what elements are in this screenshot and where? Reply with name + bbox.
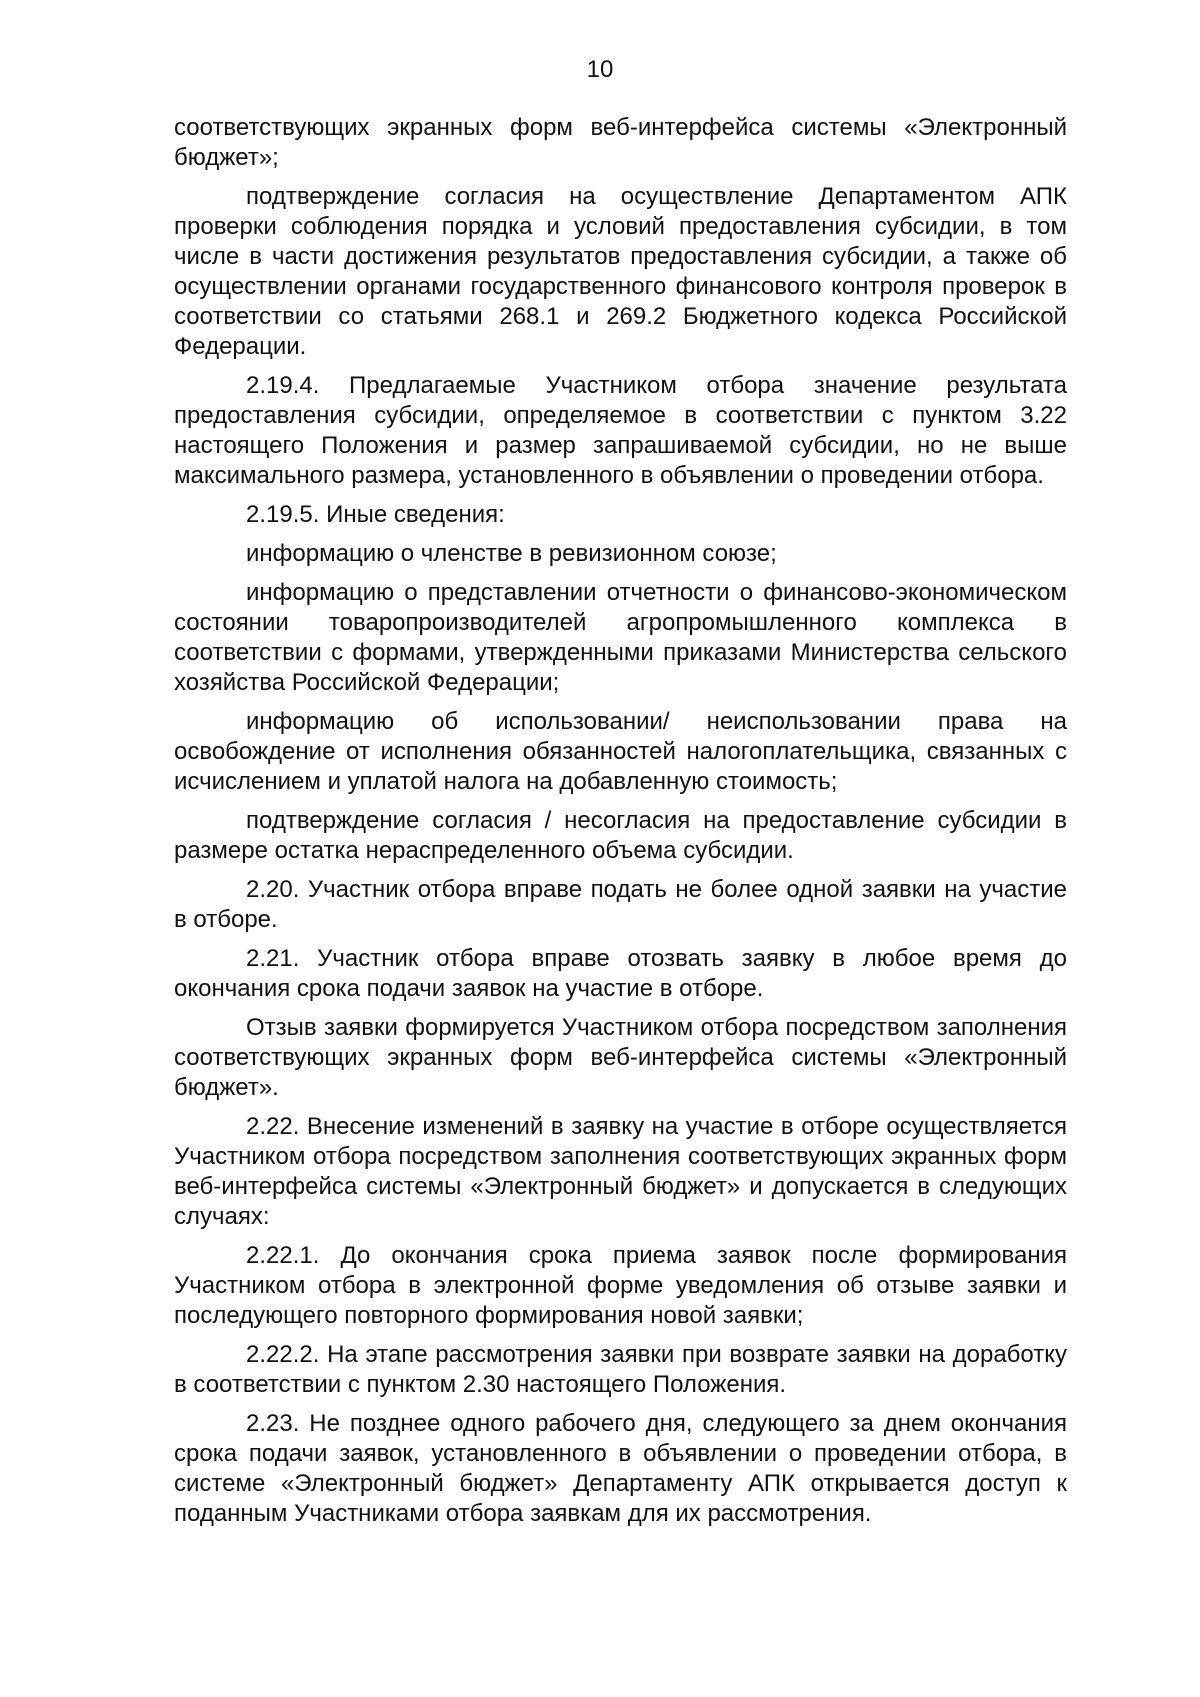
paragraph: информацию о представлении отчетности о финансово-экономическом состоянии товаропроизводителей агропромышленного комплекса в соответствии с формами, утвержденными приказами Министерства сельского хозяйства Российской Федерации; [174, 579, 1067, 696]
paragraph: 2.23. Не позднее одного рабочего дня, следующего за днем окончания срока подачи заявок, установленного в объявлении о проведении отбора, в системе «Электронный бюджет» Департаменту АПК открывается доступ к поданным Участниками отбора заявкам для их рассмотрения. [174, 1410, 1067, 1527]
paragraph: соответствующих экранных форм веб-интерфейса системы «Электронный бюджет»; [174, 114, 1067, 171]
paragraph: 2.19.4. Предлагаемые Участником отбора значение результата предоставления субсидии, определяемое в соответствии с пунктом 3.22 настоящего Положения и размер запрашиваемой субсидии, но не выше максимального размера, установленного в объявлении о проведении отбора. [174, 372, 1067, 489]
paragraph: 2.21. Участник отбора вправе отозвать заявку в любое время до окончания срока подачи заявок на участие в отборе. [174, 945, 1067, 1002]
paragraph: 2.22.2. На этапе рассмотрения заявки при возврате заявки на доработку в соответствии с пунктом 2.30 настоящего Положения. [174, 1341, 1067, 1398]
paragraph: 2.19.5. Иные сведения: [246, 501, 505, 528]
paragraph: подтверждение согласия на осуществление Департаментом АПК проверки соблюдения порядка и условий предоставления субсидии, в том числе в части достижения результатов предоставления субсидии, а также об осуществлении органами государственного финансового контроля проверок в соответствии со статьями 268.1 и 269.2 Бюджетного кодекса Российской Федерации. [174, 183, 1067, 360]
page-number: 10 [586, 56, 614, 83]
paragraph: Отзыв заявки формируется Участником отбора посредством заполнения соответствующих экранных форм веб-интерфейса системы «Электронный бюджет». [174, 1014, 1067, 1101]
paragraph: информацию об использовании/ неиспользовании права на освобождение от исполнения обязанностей налогоплательщика, связанных с исчислением и уплатой налога на добавленную стоимость; [174, 708, 1067, 795]
paragraph: информацию о членстве в ревизионном союзе; [246, 540, 777, 567]
paragraph: 2.22.1. До окончания срока приема заявок после формирования Участником отбора в электронной форме уведомления об отзыве заявки и последующего повторного формирования новой заявки; [174, 1242, 1067, 1329]
document-body [174, 113, 1067, 1538]
paragraph: подтверждение согласия / несогласия на предоставление субсидии в размере остатка нераспределенного объема субсидии. [174, 807, 1067, 864]
paragraph: 2.22. Внесение изменений в заявку на участие в отборе осуществляется Участником отбора посредством заполнения соответствующих экранных форм веб-интерфейса системы «Электронный бюджет» и допускается в следующих случаях: [174, 1113, 1067, 1230]
paragraph: 2.20. Участник отбора вправе подать не более одной заявки на участие в отборе. [174, 876, 1067, 933]
